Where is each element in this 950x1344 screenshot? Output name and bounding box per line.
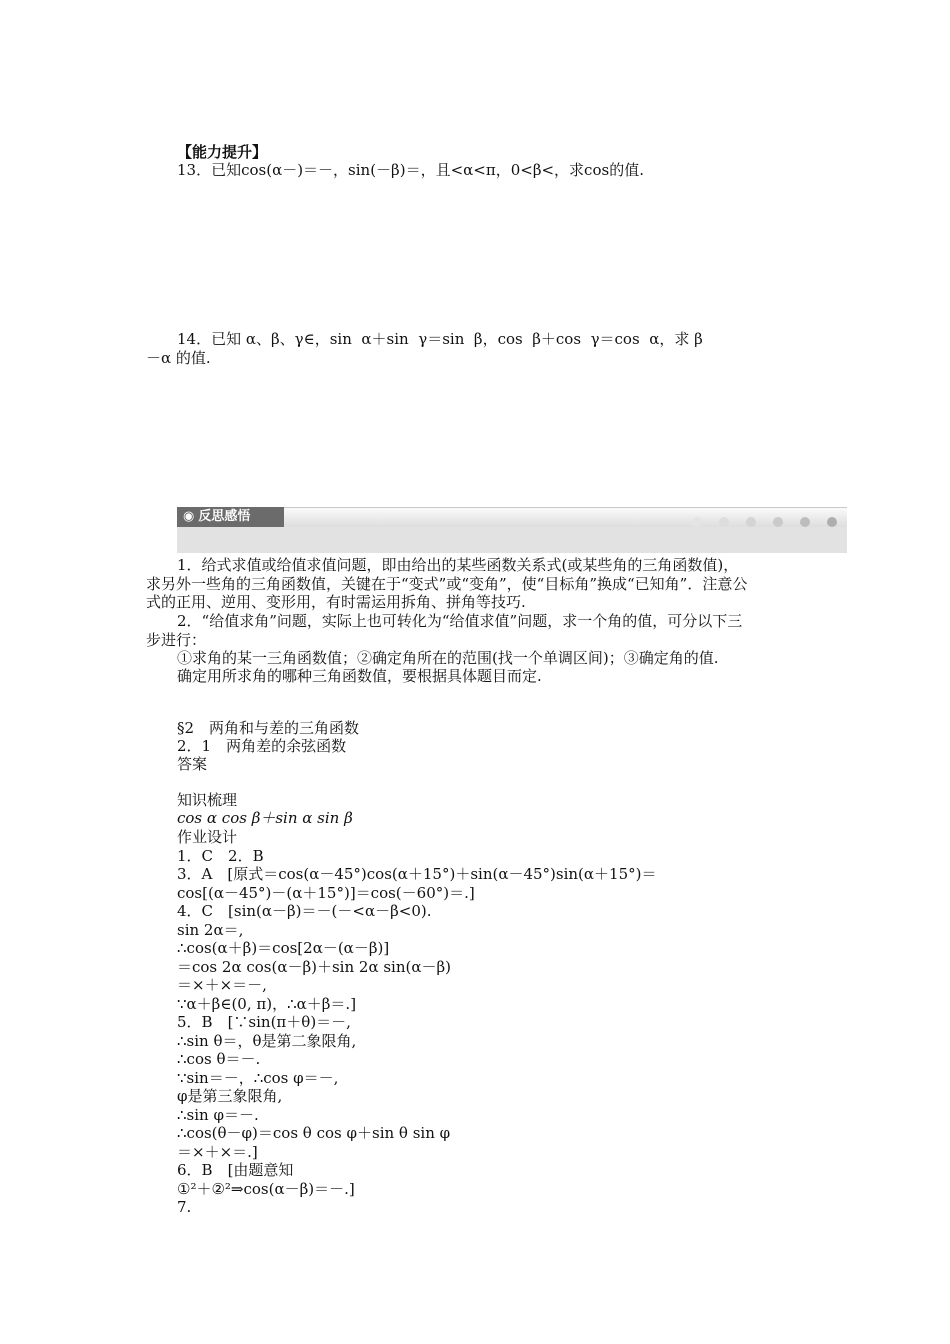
knowledge-formula: cos α cos β＋sin α sin β [177, 809, 353, 827]
answer-line: ∴cos(θ－φ)＝cos θ cos φ＋sin θ sin φ [177, 1124, 451, 1142]
answer-line: ＝×＋×＝－, [177, 976, 267, 994]
answer-line: sin 2α＝, [177, 921, 244, 939]
reflection-line: 确定用所求角的哪种三角函数值，要根据具体题目而定. [177, 667, 542, 685]
answer-line: φ是第三象限角, [177, 1087, 283, 1105]
reflection-line: 步进行： [146, 631, 207, 649]
subsection-title: 2．1 两角差的余弦函数 [177, 737, 347, 755]
dot-icon [827, 517, 837, 527]
knowledge-title: 知识梳理 [177, 791, 238, 809]
answer-line: ∵α＋β∈(0, π)，∴α＋β＝.] [177, 995, 357, 1013]
dot-icon [692, 517, 702, 527]
answer-line: ＝cos 2α cos(α－β)＋sin 2α sin(α－β) [177, 958, 451, 976]
circled-dot-icon: ◉ [183, 509, 195, 524]
answer-line: 5．B [∵sin(π＋θ)＝－, [177, 1013, 351, 1031]
decorative-dots [680, 512, 837, 531]
answers-label: 答案 [177, 755, 208, 773]
section-heading: 【能力提升】 [177, 143, 268, 161]
answer-line: ＝×＋×＝.] [177, 1143, 258, 1161]
answer-line: 1．C 2．B [177, 847, 264, 865]
reflection-line: 式的正用、逆用、变形用，有时需运用拆角、拼角等技巧. [146, 593, 526, 611]
answer-line: 7. [177, 1198, 192, 1216]
dot-icon [746, 517, 756, 527]
reflection-line: ①求角的某一三角函数值；②确定角所在的范围(找一个单调区间)；③确定角的值. [177, 649, 719, 667]
answer-line: ∵sin＝－，∴cos φ＝－, [177, 1069, 339, 1087]
chapter-title: §2 两角和与差的三角函数 [177, 719, 360, 737]
answer-line: ∴cos(α＋β)＝cos[2α－(α－β)] [177, 939, 390, 957]
answer-line: ∴sin φ＝－. [177, 1106, 259, 1124]
reflection-title-text: 反思感悟 [198, 509, 251, 524]
reflection-title [177, 507, 284, 527]
answer-line: ∴cos θ＝－. [177, 1050, 261, 1068]
problem-14-line2: －α 的值. [146, 349, 211, 367]
answer-line: 4．C [sin(α－β)＝－(－<α－β<0). [177, 902, 432, 920]
dot-icon [800, 517, 810, 527]
answer-line: ∴sin θ＝，θ是第二象限角, [177, 1032, 357, 1050]
answer-line: ①²＋②²⇒cos(α－β)＝－.] [177, 1180, 355, 1198]
reflection-line: 求另外一些角的三角函数值，关键在于“变式”或“变角”，使“目标角”换成“已知角”．注意公 [146, 575, 748, 593]
problem-14-line1: 14．已知 α、β、γ∈，sin α＋sin γ＝sin β，cos β＋cos γ＝cos α，求 β [177, 330, 703, 348]
reflection-banner [177, 507, 847, 553]
reflection-line: 1．给式求值或给值求值问题，即由给出的某些函数关系式(或某些角的三角函数值)， [177, 556, 739, 574]
answer-line: 3．A [原式＝cos(α－45°)cos(α＋15°)＋sin(α－45°)sin(α＋15°)＝ [177, 865, 657, 883]
homework-title: 作业设计 [177, 828, 238, 846]
problem-13: 13．已知cos(α－)＝－，sin(－β)＝，且<α<π，0<β<，求cos的值. [177, 161, 644, 179]
answer-line: cos[(α－45°)－(α＋15°)]＝cos(－60°)＝.] [177, 884, 475, 902]
dot-icon [773, 517, 783, 527]
reflection-line: 2．“给值求角”问题，实际上也可转化为“给值求值”问题，求一个角的值，可分以下三 [177, 612, 743, 630]
dot-icon [719, 517, 729, 527]
answer-line: 6．B [由题意知 [177, 1161, 294, 1179]
